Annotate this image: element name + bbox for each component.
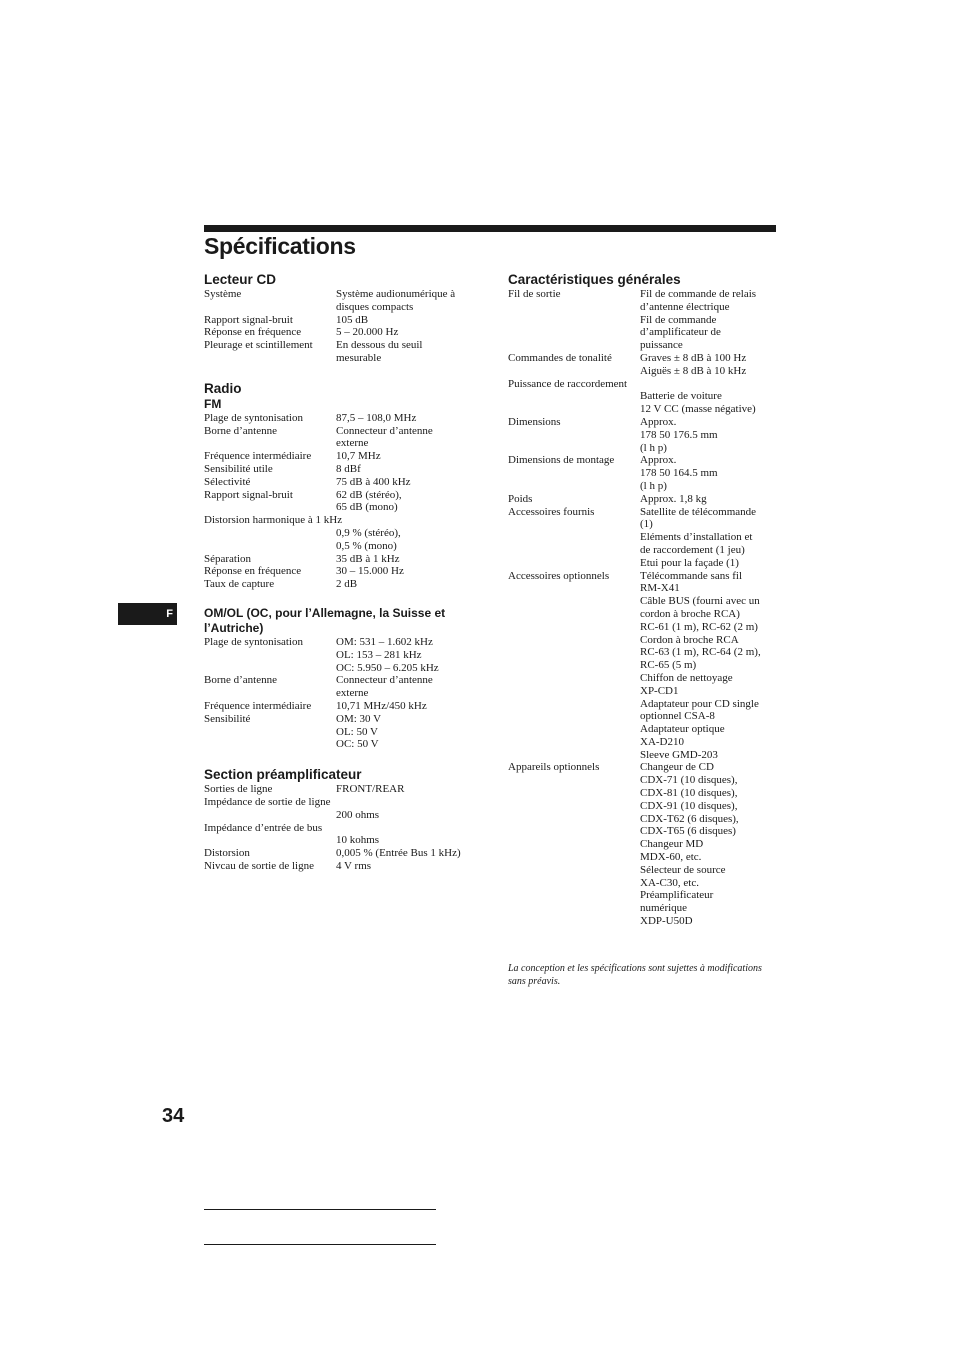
page-title: Spécifications	[204, 233, 356, 259]
spec-row	[204, 713, 479, 751]
spec-row	[508, 390, 783, 416]
spec-value: 2 dB	[336, 578, 358, 591]
spec-label	[204, 834, 336, 847]
spec-label: Dimensions de montage	[508, 454, 615, 467]
disclaimer-note: La conception et les spécifications sont sujettes à modifications sans préavis.	[508, 963, 762, 987]
spec-value: 5 – 20.000 Hz	[336, 326, 399, 339]
spec-value: Approx. 178 50 176.5 mm (l h p)	[640, 415, 718, 454]
spec-row	[508, 416, 783, 454]
spec-label: Rapport signal-bruit	[204, 313, 293, 326]
spec-row	[204, 674, 479, 700]
spec-value: 4 V rms	[336, 859, 372, 872]
spec-row	[204, 476, 479, 489]
spec-label: Sensibilité	[204, 712, 251, 725]
spec-value: 200 ohms	[336, 808, 380, 821]
spec-label: Réponse en fréquence	[204, 326, 302, 339]
spec-value: Connecteur d’antenne externe	[336, 674, 433, 700]
spec-value: Batterie de voiture 12 V CC (masse négative)	[640, 390, 756, 416]
spec-label: Fil de sortie	[508, 288, 561, 300]
spec-row	[204, 514, 479, 527]
subsection-title-am: OM/OL (OC, pour l’Allemagne, la Suisse et l’Autriche)	[204, 605, 446, 635]
spec-label: Impédance de sortie de ligne	[204, 795, 331, 808]
spec-row	[508, 454, 783, 492]
rule-2	[204, 1244, 436, 1245]
spec-value: 10 kohms	[336, 834, 380, 847]
spec-label: Sélectivité	[204, 475, 251, 488]
spec-row	[508, 288, 783, 352]
spec-value: 10,7 MHz	[336, 450, 381, 463]
spec-row	[204, 860, 479, 873]
spec-row	[204, 314, 479, 327]
spec-row	[204, 565, 479, 578]
spec-label: Impédance d’entrée de bus	[204, 821, 323, 834]
spec-label: Pleurage et scintillement	[204, 339, 313, 352]
language-tab: F	[118, 603, 177, 625]
spec-label: Poids	[508, 492, 533, 505]
spec-value: Système audionumérique à disques compacts	[336, 288, 456, 313]
spec-label: Accessoires optionnels	[508, 569, 610, 582]
spec-row	[204, 822, 479, 835]
spec-row	[508, 570, 783, 762]
rule-1	[204, 1209, 436, 1210]
spec-label: Sensibilité utile	[204, 462, 273, 475]
spec-label: Fréquence intermédiaire	[204, 699, 312, 712]
spec-label	[204, 527, 336, 553]
spec-value: Changeur de CD CDX-71 (10 disques), CDX-81 (10 disques), CDX-91 (10 disques), CDX-T62 (6 disques), CDX-T65 (6 disques) Changeur MD MDX-60, etc. Sélecteur de source XA-C30, etc. Préamplificateur numérique XDP-U50D	[640, 761, 739, 928]
spec-label	[508, 390, 640, 416]
spec-list-preamp	[204, 783, 479, 873]
spec-value: Graves ± 8 dB à 100 Hz Aiguës ± 8 dB à 10 kHz	[640, 351, 747, 377]
spec-label: Rapport signal-bruit	[204, 488, 293, 501]
left-column	[204, 271, 479, 873]
spec-value: 10,71 MHz/450 kHz	[336, 699, 427, 712]
spec-label: Plage de syntonisation	[204, 411, 303, 424]
spec-list-fm	[204, 412, 479, 591]
spec-label: Accessoires fournis	[508, 505, 595, 518]
spec-row	[204, 636, 479, 674]
spec-label: Plage de syntonisation	[204, 635, 303, 648]
spec-value: OM: 30 V OL: 50 V OC: 50 V	[336, 712, 382, 751]
spec-value: 62 dB (stéréo), 65 dB (mono)	[336, 488, 402, 514]
spec-row	[204, 847, 479, 860]
spec-label: Commandes de tonalité	[508, 351, 612, 364]
spec-row	[508, 378, 783, 391]
spec-label: Borne d’antenne	[204, 674, 277, 687]
spec-list-general	[508, 288, 783, 928]
spec-value: Approx. 178 50 164.5 mm (l h p)	[640, 454, 718, 492]
spec-list-cd	[204, 288, 479, 365]
spec-label: Nivcau de sortie de ligne	[204, 859, 314, 872]
spec-value: Connecteur d’antenne externe	[336, 424, 433, 450]
spec-row	[204, 450, 479, 463]
spec-value: 87,5 – 108,0 MHz	[336, 411, 417, 424]
spec-row	[508, 506, 783, 570]
spec-value: Satellite de télécommande (1) Eléments d’installation et de raccordement (1 jeu) Etui pour la façade (1)	[640, 505, 757, 569]
section-title-general: Caractéristiques générales	[508, 272, 681, 287]
spec-value: Fil de commande de relais d’antenne électrique Fil de commande d’amplificateur de puissance	[640, 288, 757, 352]
spec-value: Approx. 1,8 kg	[640, 492, 707, 505]
spec-row	[204, 783, 479, 796]
spec-row	[204, 809, 479, 822]
spec-label: Fréquence intermédiaire	[204, 450, 312, 463]
spec-row	[204, 578, 479, 591]
spec-value: 105 dB	[336, 313, 369, 326]
spec-row	[204, 412, 479, 425]
spec-row	[204, 489, 479, 515]
spec-row	[204, 700, 479, 713]
spec-row	[204, 463, 479, 476]
section-title-cd: Lecteur CD	[204, 272, 277, 287]
spec-row	[204, 796, 479, 809]
right-column	[508, 271, 783, 928]
spec-label: Distorsion	[204, 847, 250, 860]
page-number: 34	[162, 1105, 185, 1127]
spec-value: En dessous du seuil mesurable	[336, 339, 423, 364]
spec-label: Taux de capture	[204, 578, 275, 591]
spec-label: Séparation	[204, 552, 252, 565]
spec-row	[204, 527, 479, 553]
spec-label: Dimensions	[508, 415, 561, 428]
spec-row	[204, 553, 479, 566]
spec-value: OM: 531 – 1.602 kHz OL: 153 – 281 kHz OC: 5.950 – 6.205 kHz	[336, 635, 439, 674]
spec-row	[508, 493, 783, 506]
spec-row	[508, 352, 783, 378]
spec-label: Borne d’antenne	[204, 424, 277, 437]
spec-label: Réponse en fréquence	[204, 565, 302, 578]
spec-label	[204, 809, 336, 822]
spec-value: FRONT/REAR	[336, 783, 405, 796]
spec-label: Système	[204, 288, 242, 300]
spec-value: 8 dBf	[336, 462, 361, 475]
spec-value: 0,005 % (Entrée Bus 1 kHz)	[336, 847, 461, 860]
subsection-title-fm: FM	[204, 396, 222, 411]
spec-row	[508, 761, 783, 927]
spec-row	[204, 288, 479, 314]
spec-label: Appareils optionnels	[508, 761, 600, 774]
spec-row	[204, 425, 479, 451]
spec-label: Sorties de ligne	[204, 783, 273, 796]
spec-row	[204, 834, 479, 847]
spec-value: 30 – 15.000 Hz	[336, 565, 404, 578]
spec-row	[204, 339, 479, 365]
spec-label: Puissance de raccordement	[508, 377, 628, 390]
spec-row	[204, 326, 479, 339]
title-rule	[204, 225, 776, 232]
spec-value: 0,9 % (stéréo), 0,5 % (mono)	[336, 526, 401, 552]
spec-list-am	[204, 636, 479, 751]
spec-value: 75 dB à 400 kHz	[336, 475, 411, 488]
spec-value: 35 dB à 1 kHz	[336, 552, 400, 565]
section-title-preamp: Section préamplificateur	[204, 767, 362, 783]
spec-label: Distorsion harmonique à 1 kHz	[204, 514, 343, 527]
section-title-radio: Radio	[204, 380, 242, 396]
spec-value: Télécommande sans fil RM-X41 Câble BUS (fourni avec un cordon à broche RCA) RC-61 (1 m), RC-62 (2 m) Cordon à broche RCA RC-63 (1 m), RC-64 (2 m), RC-65 (5 m) Chiffon de nettoyage XP-CD1 Adaptateur pour CD single optionnel CSA-8 Adaptateur optique XA-D210 Sleeve GMD-203	[640, 569, 761, 761]
